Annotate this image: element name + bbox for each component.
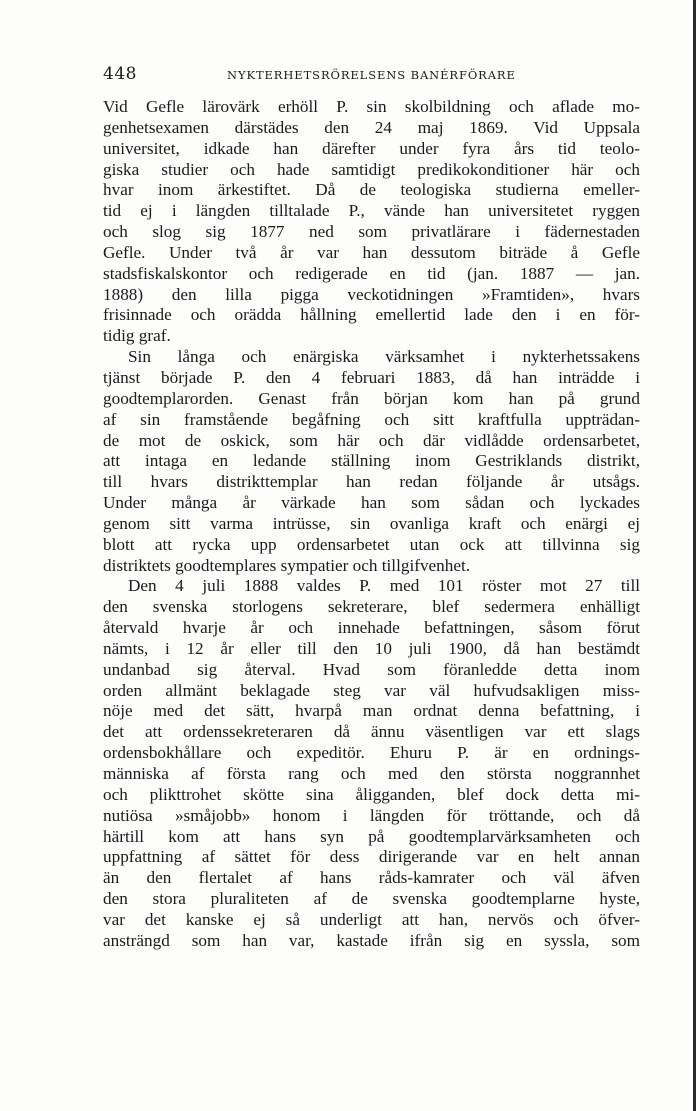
text-line: återvald hvarje år och innehade befattningen, såsom förut [103, 618, 640, 638]
text-line: Sin långa och enärgiska värksamhet i nykterhetssakens [128, 347, 640, 367]
text-line: den stora pluraliteten af de svenska goodtemplarne hyste, [103, 889, 640, 909]
text-line: 1888) den lilla pigga veckotidningen »Framtiden», hvars [103, 284, 640, 304]
text-line: hvar inom ärkestiftet. Då de teologiska studierna emeller- [103, 180, 640, 200]
running-title: NYKTERHETSRÖRELSENS BANÉRFÖRARE [227, 68, 516, 82]
text-line: af sin framstående begåfning och sitt kraftfulla uppträdan- [103, 409, 640, 429]
text-line: genom sitt varma intrüsse, sin ovanliga kraft och enärgi ej [103, 513, 640, 533]
text-line: människa af första rang och med den största noggrannhet [103, 764, 640, 783]
text-line: orden allmänt beklagade steg var väl hufvudsakligen miss- [103, 680, 640, 700]
text-line: stadsfiskalskontor och redigerade en tid (jan. 1887 — jan. [103, 263, 640, 283]
text-line: tid ej i längden tilltalade P., vände han universitetet ryggen [103, 201, 640, 221]
text-line: och plikttrohet skötte sina åligganden, blef dock detta mi- [103, 784, 640, 804]
text-line: ordensbokhållare och expeditör. Ehuru P. är en ordnings- [103, 743, 640, 763]
text-line: härtill kom att hans syn på goodtemplarvärksamheten och [103, 826, 640, 846]
page-number: 448 [103, 64, 137, 84]
page-header [103, 64, 636, 88]
text-line: uppfattning af sättet för dess dirigerande var en helt annan [103, 847, 640, 867]
text-line: det att ordenssekreteraren då ännu väsentligen var ett slags [103, 722, 640, 742]
text-line: ansträngd som han var, kastade ifrån sig en syssla, som [103, 930, 640, 950]
body-text [103, 97, 640, 952]
text-line: till hvars distrikttemplar han redan följande år utsågs. [103, 472, 640, 492]
text-line: frisinnade och orädda hållning emellertid lade den i en för- [103, 305, 640, 325]
text-line: Under många år värkade han som sådan och lyckades [103, 493, 640, 513]
text-line: blott att rycka upp ordensarbetet utan ock att tillvinna sig [103, 534, 640, 554]
text-line: universitet, idkade han därefter under fyra års tid teolo- [103, 138, 640, 158]
text-line: goodtemplarorden. Genast från början kom han på grund [103, 388, 640, 408]
text-line: tjänst började P. den 4 februari 1883, då han inträdde i [103, 367, 640, 387]
text-line: tidig graf. [103, 326, 171, 346]
text-line: var det kanske ej så underligt att han, nervös och öfver- [103, 909, 640, 929]
text-line: Gefle. Under två år var han dessutom biträde å Gefle [103, 242, 640, 262]
text-line: att intaga en ledande ställning inom Gestriklands distrikt, [103, 451, 640, 471]
text-line: nutiösa »småjobb» honom i längden för tröttande, och då [103, 805, 640, 825]
text-line: genhetsexamen därstädes den 24 maj 1869. Vid Uppsala [103, 117, 640, 137]
text-line: och slog sig 1877 ned som privatlärare i fädernestaden [103, 222, 640, 242]
text-line: än den flertalet af hans råds-kamrater och väl äfven [103, 868, 640, 888]
text-line: undanbad sig återval. Hvad som föranledde detta inom [103, 659, 640, 679]
text-line: nöje med det sätt, hvarpå man ordnat denna befattning, i [103, 701, 640, 721]
text-line: giska studier och hade samtidigt predikokonditioner här och [103, 159, 640, 179]
text-line: Vid Gefle lärovärk erhöll P. sin skolbildning och aflade mo- [103, 97, 640, 116]
text-line: den svenska storlogens sekreterare, blef sedermera enhälligt [103, 597, 640, 617]
text-line: nämts, i 12 år eller till den 10 juli 1900, då han bestämdt [103, 638, 640, 658]
text-line: de mot de oskick, som här och där vidlådde ordensarbetet, [103, 430, 640, 450]
text-line: Den 4 juli 1888 valdes P. med 101 röster mot 27 till [128, 576, 640, 596]
text-line: distriktets goodtemplares sympatier och tillgifvenhet. [103, 555, 471, 575]
